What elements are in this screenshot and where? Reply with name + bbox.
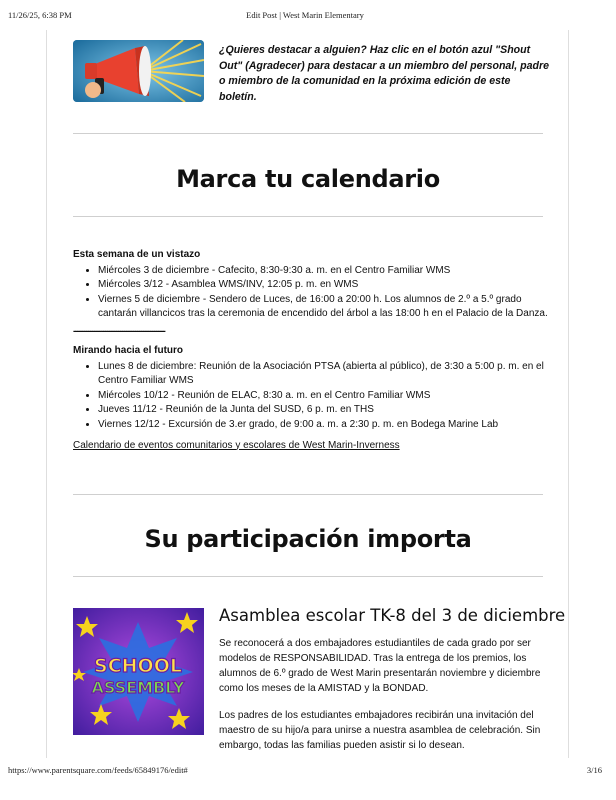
print-timestamp: 11/26/25, 6:38 PM — [8, 10, 72, 20]
dashed-separator: ------------------------------------------- — [73, 325, 165, 337]
list-item: • Miércoles 10/12 - Reunión de ELAC, 8:30 a. m. en el Centro Familiar WMS — [98, 389, 548, 404]
image-text-assembly: ASSEMBLY — [91, 678, 185, 697]
assembly-title: Asamblea escolar TK-8 del 3 de diciembre — [219, 606, 566, 625]
list-item: • Miércoles 3 de diciembre - Cafecito, 8:30-9:30 a. m. en el Centro Familiar WMS — [98, 264, 548, 279]
list-item: • Viernes 5 de diciembre - Sendero de Luces, de 16:00 a 20:00 h. Los alumnos de 2.º a 5.º grado cantarán villancicos tras la ceremonia de encendido del árbol a las 18:00 h en el Palacio de la Danza. — [98, 293, 548, 322]
school-assembly-image — [73, 608, 204, 735]
shoutout-block — [73, 40, 549, 104]
print-page-title: Edit Post | West Marin Elementary — [246, 10, 364, 20]
week-heading: Esta semana de un vistazo — [73, 249, 201, 260]
assembly-block — [73, 606, 566, 751]
megaphone-icon — [73, 40, 204, 102]
list-item: • Jueves 11/12 - Reunión de la Junta del SUSD, 6 p. m. en THS — [98, 403, 548, 418]
calendar-section-title: Marca tu calendario — [176, 165, 440, 193]
calendar-link[interactable]: Calendario de eventos comunitarios y escolares de West Marin-Inverness — [73, 439, 400, 451]
divider — [73, 494, 543, 495]
print-page-number: 3/16 — [586, 765, 602, 775]
print-url: https://www.parentsquare.com/feeds/65849176/edit# — [8, 765, 188, 775]
week-list — [73, 264, 548, 322]
list-item: • Miércoles 3/12 - Asamblea WMS/INV, 12:05 p. m. en WMS — [98, 278, 548, 293]
list-item: • Lunes 8 de diciembre: Reunión de la Asociación PTSA (abierta al público), de 3:30 a 5:00 p. m. en el Centro Familiar WMS — [98, 360, 548, 389]
divider — [73, 133, 543, 134]
list-item: • Viernes 12/12 - Excursión de 3.er grado, de 9:00 a. m. a 2:30 p. m. en Bodega Marine Lab — [98, 418, 548, 433]
print-footer — [8, 765, 602, 777]
divider — [73, 576, 543, 577]
print-header — [8, 10, 602, 22]
assembly-paragraph: Se reconocerá a dos embajadores estudiantiles de cada grado por ser modelos de RESPONSABILIDAD. Tras la entrega de los premios, los alumnos de 6.º grado de West Marin presentarán noviembre y diciembre como los meses de la AMISTAD y la BONDAD. — [219, 638, 541, 694]
content-border-left — [46, 30, 47, 758]
divider — [73, 216, 543, 217]
participation-section-title: Su participación importa — [144, 525, 472, 553]
content-border-right — [568, 30, 569, 758]
image-text-school: SCHOOL — [94, 655, 182, 677]
assembly-paragraph: Los padres de los estudiantes embajadores recibirán una invitación del maestro de su hijo/a para unirse a nuestra asamblea de celebración. Sin embargo, todas las familias pueden asistir si lo desean. — [219, 710, 541, 751]
shoutout-text: ¿Quieres destacar a alguien? Haz clic en el botón azul "Shout Out" (Agradecer) para destacar a un miembro del personal, padre o miembro de la comunidad en la próxima edición de este boletín. — [219, 44, 549, 103]
future-heading: Mirando hacia el futuro — [73, 344, 184, 356]
assembly-body — [219, 636, 544, 765]
calendar-block — [73, 248, 548, 453]
future-list — [73, 360, 548, 433]
